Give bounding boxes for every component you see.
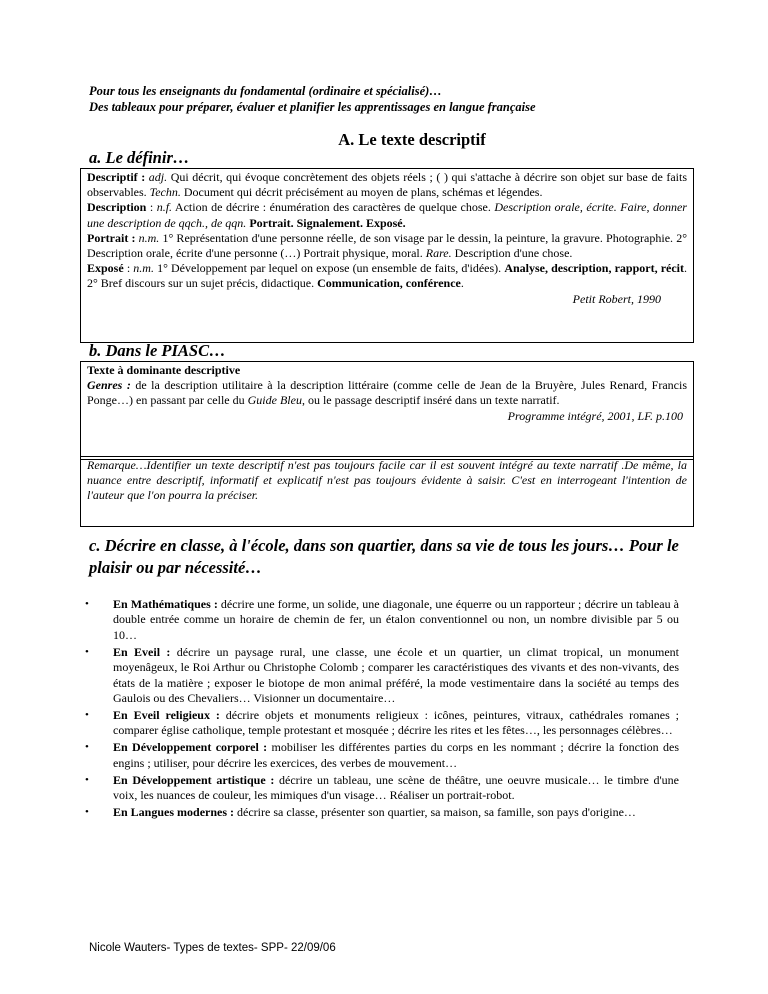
list-item: [85, 597, 679, 643]
bullet-icon: •: [85, 598, 89, 610]
subject-list: [85, 597, 680, 822]
list-item: [85, 644, 680, 707]
list-item: [85, 740, 679, 771]
pos-expose: n.m.: [133, 261, 154, 276]
term-description: Description: [87, 200, 147, 215]
piasc-genres: [87, 378, 687, 408]
source-programme: Programme intégré, 2001, LF. p.100: [507, 408, 683, 423]
genres-guide-bleu: Guide Bleu: [247, 393, 302, 408]
list-item-text: décrire un tableau, une scène de théâtre, une oeuvre musicale… le timbre d'une voix, les nuances de couleur, les mimiques d'un visage… Réaliser un portrait-robot.: [113, 772, 679, 803]
bullet-icon: •: [85, 709, 89, 722]
text-descriptif-1: Qui décrit, qui évoque concrètement des objets réels ; ( ) qui s'attache à décrire son objet sur base de faits observables.: [87, 170, 688, 200]
text-portrait-2: Description d'une chose.: [451, 246, 573, 261]
definitions-box: [80, 168, 694, 343]
section-b-heading: b. Dans le PIASC…: [89, 341, 226, 360]
list-item-label: En Eveil religieux :: [113, 708, 220, 723]
term-portrait: Portrait :: [87, 230, 136, 245]
text-description-bold: Portrait. Signalement. Exposé.: [246, 215, 406, 230]
sep-expose: :: [123, 261, 134, 276]
definition-description: [87, 200, 687, 230]
header-line-1: Pour tous les enseignants du fondamental (ordinaire et spécialisé)…: [89, 84, 442, 98]
piasc-box-title: [87, 363, 687, 378]
definition-descriptif: [87, 170, 687, 200]
bullet-icon: •: [85, 645, 89, 658]
source-petit-robert: Petit Robert, 1990: [572, 291, 661, 306]
document-title-text: A. Le texte descriptif: [338, 130, 486, 149]
list-item-text: décrire un paysage rural, une classe, une école et un quartier, un climat tropical, un monument moyenâgeux, le Roi Arthur ou Christophe Colomb ; comparer les caractéristiques des vivants et des non-vivants, des états de la matière ; exposer le biotope de mon animal préféré, la mode vestimentaire dans la société au temps des Gaulois ou des Chevaliers… Visionner un documentaire…: [113, 644, 680, 706]
remark-text: Remarque…Identifier un texte descriptif n'est pas toujours facile car il est souvent intégré au texte narratif .De même, la nuance entre descriptif, informatif et explicatif n'est pas toujours évidente à saisir. C'est en interrogeant l'intention de l'auteur que l'on pourra la préciser.: [87, 458, 687, 503]
rare-label: Rare.: [425, 246, 452, 261]
techn-label: Techn.: [149, 185, 181, 200]
text-expose-bold-2: Communication, conférence: [317, 276, 461, 291]
text-description-italic: Description orale, écrite. Faire, donner une description de qqch., de qqn.: [87, 200, 687, 230]
text-expose-2: . 2° Bref discours sur un sujet précis, didactique.: [87, 261, 687, 291]
genres-label: Genres :: [87, 378, 131, 393]
term-expose: Exposé: [87, 261, 124, 276]
list-item: [85, 708, 680, 739]
page-footer: Nicole Wauters- Types de textes- SPP- 22/09/06: [89, 942, 336, 954]
genres-text-1: de la description utilitaire à la description littéraire (comme celle de Jean de la Bruyère, Jules Renard, Francis Ponge…) en passant par celle du: [87, 378, 688, 408]
list-item-label: En Développement corporel :: [113, 740, 268, 755]
section-a-heading: a. Le définir…: [89, 148, 190, 167]
text-expose-bold-1: Analyse, description, rapport, récit: [504, 261, 684, 276]
list-item-text: décrire sa classe, présenter son quartier, sa maison, sa famille, son pays d'origine…: [234, 805, 636, 820]
page-header: [89, 83, 689, 115]
remark-box: [80, 456, 694, 527]
list-item-text: mobiliser les différentes parties du corps en les nommant ; décrire la fonction des engins ; utiliser, pour décrire les exercices, des verbes de mouvement…: [113, 740, 679, 770]
list-item-label: En Mathématiques :: [113, 597, 218, 611]
header-line-2: Des tableaux pour préparer, évaluer et planifier les apprentissages en langue française: [89, 100, 536, 114]
pos-descriptif: adj.: [148, 170, 168, 184]
list-item: [85, 772, 679, 804]
list-item-text: décrire objets et monuments religieux : icônes, peintures, vitraux, cathédrales romanes ; comparer église catholique, temple protestant et mosquée ; décrire les rites et les fêtes…, les personnages célèbres…: [113, 708, 680, 738]
genres-text-2: , ou le passage descriptif inséré dans un texte narratif.: [301, 393, 560, 408]
text-descriptif-2: Document qui décrit précisément au moyen de plans, schémas et légendes.: [180, 185, 543, 200]
list-item-label: En Langues modernes :: [113, 805, 235, 820]
piasc-title-text: Texte à dominante descriptive: [87, 363, 241, 377]
text-description-1: Action de décrire : énumération des caractères de quelque chose.: [172, 200, 495, 215]
list-item-label: En Eveil :: [113, 644, 171, 659]
piasc-box: [80, 361, 694, 460]
text-portrait-1: 1° Représentation d'une personne réelle, de son visage par le dessin, la peinture, la gravure. Photographie. 2° Description orale, écrite d'une personne (…) Portrait physique, moral.: [87, 230, 687, 261]
bullet-icon: •: [85, 806, 89, 819]
definition-expose: [87, 261, 687, 291]
list-item-label: En Développement artistique :: [113, 772, 275, 787]
text-expose-end: .: [460, 276, 464, 291]
sep-description: :: [146, 200, 157, 215]
bullet-icon: •: [85, 741, 89, 754]
definition-portrait: [87, 231, 687, 261]
pos-portrait: n.m.: [138, 230, 160, 245]
document-title: [0, 130, 768, 150]
pos-description: n.f.: [156, 200, 173, 215]
list-item-text: décrire une forme, un solide, une diagonale, une équerre ou un rapporteur ; décrire un tableau à double entrée comme un horaire de chemin de fer, un étalon conventionnel ou non, un nombre divisible par 5 ou 10…: [113, 597, 679, 642]
section-c-heading: c. Décrire en classe, à l'école, dans son quartier, dans sa vie de tous les jours… Pour le plaisir ou par nécessité…: [89, 536, 679, 577]
text-expose-1: 1° Développement par lequel on expose (un ensemble de faits, d'idées).: [153, 261, 505, 276]
bullet-icon: •: [85, 773, 89, 786]
term-descriptif: Descriptif :: [87, 170, 146, 184]
list-item: [85, 805, 679, 820]
